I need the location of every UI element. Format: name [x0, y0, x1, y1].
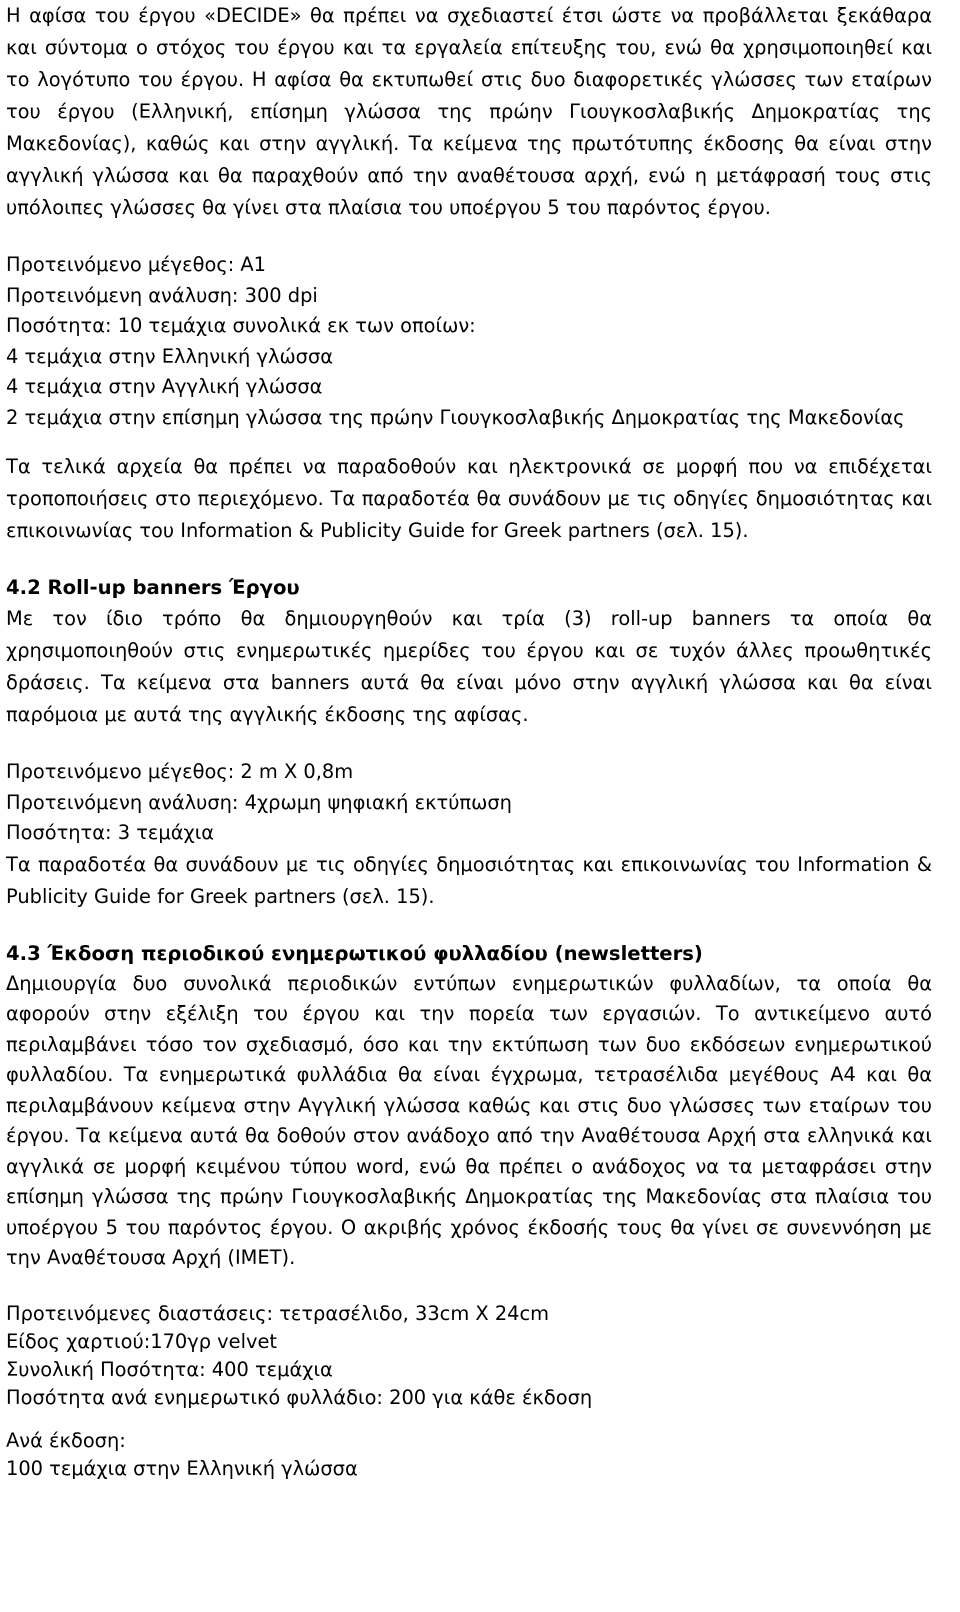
spacer [6, 913, 932, 939]
section-heading-4-2: 4.2 Roll-up banners Έργου [6, 576, 300, 599]
spacer [6, 1274, 932, 1300]
newsletter-paragraph: Δημιουργία δυο συνολικά περιοδικών εντύπων ενημερωτικών φυλλαδίων, τα οποία θα αφορούν στην εξέλιξη του έργου και την πορεία των εργασιών. Το αντικείμενο αυτό περιλαμβάνει τόσο τον σχεδιασμό, όσο και την εκτύπωση των δυο εκδόσεων ενημερωτικού φυλλαδίου. Τα ενημερωτικά φυλλάδια θα είναι έγχρωμα, τετρασέλιδα μεγέθους Α4 και θα περιλαμβάνουν κείμενα στην Αγγλική γλώσσα καθώς και στις δυο γλώσσες των εταίρων του έργου. Τα κείμενα αυτά θα δοθούν στον ανάδοχο από την Αναθέτουσα Αρχή στα ελληνικά και αγγλικά σε μορφή κειμένου τύπου word, ενώ θα πρέπει ο ανάδοχος να τα μεταφράσει στην επίσημη γλώσσα της πρώην Γιουγκοσλαβικής Δημοκρατίας της Μακεδονίας στα πλαίσια του υποέργου 5 του παρόντος έργου. Ο ακριβής χρόνος έκδοσής τους θα γίνει σε συνεννόηση με την Αναθέτουσα Αρχή (ΙΜΕΤ). [6, 971, 932, 1269]
poster-spec-greek: 4 τεμάχια στην Ελληνική γλώσσα [6, 344, 334, 368]
poster-intro-paragraph: Η αφίσα του έργου «DECIDE» θα πρέπει να σχεδιαστεί έτσι ώστε να προβάλλεται ξεκάθαρα και σύντομα ο στόχος του έργου και τα εργαλεία επίτευξης του, ενώ θα χρησιμοποιηθεί και το λογότυπο του έργου. Η αφίσα θα εκτυπωθεί στις δυο διαφορετικές γλώσσες των εταίρων του έργου (Ελληνική, επίσημη γλώσσα της πρώην Γιουγκοσλαβικής Δημοκρατίας της Μακεδονίας), καθώς και στην αγγλική. Τα κείμενα της πρωτότυπης έκδοσης θα είναι στην αγγλική γλώσσα και θα παραχθούν από την αναθέτουσα αρχή, ενώ η μετάφρασή τους στις υπόλοιπες γλώσσες θα γίνει στα πλαίσια του υποέργου 5 του παρόντος έργου. [6, 4, 932, 219]
banner-specs-list [6, 757, 932, 849]
poster-specs-list [6, 250, 932, 433]
poster-spec-quantity: Ποσότητα: 10 τεμάχια συνολικά εκ των οποίων: [6, 314, 476, 337]
spacer [6, 224, 932, 250]
newsletter-spec-per-edition-quantity: Ποσότητα ανά ενημερωτικό φυλλάδιο: 200 για κάθε έκδοση [6, 1386, 593, 1410]
poster-spec-official: 2 τεμάχια στην επίσημη γλώσσα της πρώην Γιουγκοσλαβικής Δημοκρατίας της Μακεδονίας [6, 405, 905, 429]
spacer [6, 433, 932, 451]
newsletter-spec-paper: Είδος χαρτιού:170γρ velvet [6, 1329, 277, 1353]
banners-paragraph: Με τον ίδιο τρόπο θα δημιουργηθούν και τρία (3) roll-up banners τα οποία θα χρησιμοποιηθούν στις ενημερωτικές ημερίδες του έργου και σε τυχόν άλλες προωθητικές δράσεις. Τα κείμενα στα banners αυτά θα είναι μόνο στην αγγλική γλώσσα και θα είναι παρόμοια με αυτά της αγγλικής έκδοσης της αφίσας. [6, 607, 932, 726]
spacer [6, 1413, 932, 1427]
banner-deliverables-paragraph: Τα παραδοτέα θα συνάδουν με τις οδηγίες δημοσιότητας και επικοινωνίας του Information & Publicity Guide for Greek partners (σελ. 15). [6, 852, 932, 908]
banner-spec-size: Προτεινόμενο μέγεθος: 2 m X 0,8m [6, 760, 354, 783]
per-edition-label: Ανά έκδοση: [6, 1428, 126, 1452]
banner-spec-quantity: Ποσότητα: 3 τεμάχια [6, 821, 215, 844]
section-heading-4-3: 4.3 Έκδοση περιοδικού ενημερωτικού φυλλαδίου (newsletters) [6, 941, 703, 965]
spacer [6, 731, 932, 757]
newsletter-spec-total-quantity: Συνολική Ποσότητα: 400 τεμάχια [6, 1358, 333, 1382]
per-edition-greek: 100 τεμάχια στην Ελληνική γλώσσα [6, 1456, 358, 1480]
poster-spec-size: Προτεινόμενο μέγεθος: Α1 [6, 253, 267, 276]
poster-deliverables-paragraph: Τα τελικά αρχεία θα πρέπει να παραδοθούν και ηλεκτρονικά σε μορφή που να επιδέχεται τροποποιήσεις στο περιεχόμενο. Τα παραδοτέα θα συνάδουν με τις οδηγίες δημοσιότητας και επικοινωνίας του Information & Publicity Guide for Greek partners (σελ. 15). [6, 455, 932, 542]
newsletter-specs-list [6, 1300, 932, 1413]
banner-spec-resolution: Προτεινόμενη ανάλυση: 4χρωμη ψηφιακή εκτύπωση [6, 790, 512, 814]
spacer [6, 547, 932, 573]
poster-spec-english: 4 τεμάχια στην Αγγλική γλώσσα [6, 375, 323, 398]
newsletter-spec-dimensions: Προτεινόμενες διαστάσεις: τετρασέλιδο, 33cm X 24cm [6, 1301, 550, 1325]
poster-spec-resolution: Προτεινόμενη ανάλυση: 300 dpi [6, 283, 318, 307]
